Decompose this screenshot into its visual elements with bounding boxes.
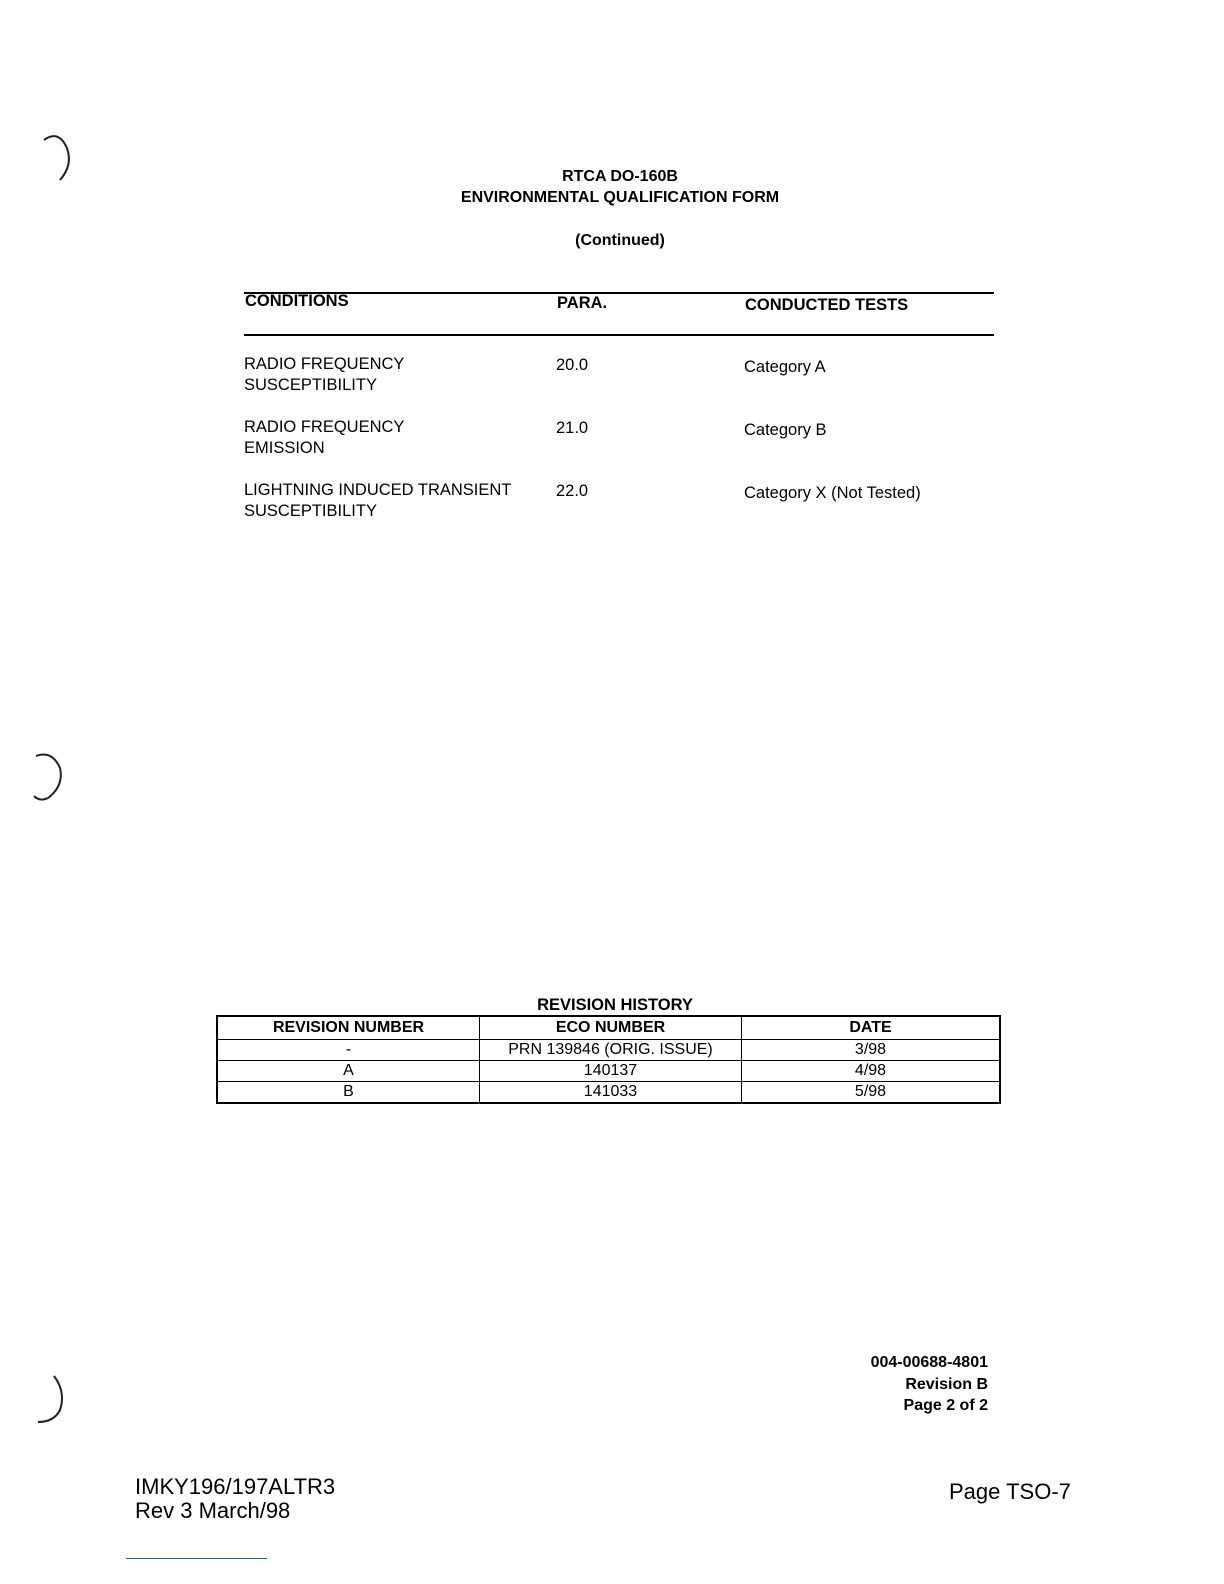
- eco-cell: 141033: [480, 1082, 742, 1104]
- table-row: [217, 1061, 1000, 1082]
- table-row: [217, 1040, 1000, 1061]
- table-top-rule: [244, 292, 994, 294]
- eco-cell: PRN 139846 (ORIG. ISSUE): [480, 1040, 742, 1061]
- table-header-rule: [244, 334, 994, 336]
- footer-rev-date: Rev 3 March/98: [135, 1498, 291, 1523]
- column-header-conducted-tests: CONDUCTED TESTS: [745, 296, 909, 314]
- column-header-eco-number: ECO NUMBER: [480, 1016, 742, 1040]
- condition-cell: RADIO FREQUENCY EMISSION: [244, 418, 405, 457]
- test-cell: Category X (Not Tested): [744, 484, 921, 502]
- revision-cell: B: [217, 1082, 480, 1104]
- column-header-date: DATE: [742, 1016, 1001, 1040]
- revision-cell: -: [217, 1040, 480, 1061]
- form-title: ENVIRONMENTAL QUALIFICATION FORM: [460, 189, 780, 206]
- footer-doc-id: IMKY196/197ALTR3: [135, 1474, 336, 1499]
- test-cell: Category B: [744, 421, 827, 439]
- column-header-para: PARA.: [557, 294, 608, 312]
- standard-title: RTCA DO-160B: [562, 168, 678, 185]
- para-cell: 21.0: [556, 419, 589, 437]
- condition-cell: LIGHTNING INDUCED TRANSIENT SUSCEPTIBILITY: [244, 481, 512, 520]
- para-cell: 20.0: [556, 356, 589, 374]
- table-row: [217, 1082, 1000, 1104]
- test-cell: Category A: [744, 358, 826, 376]
- date-cell: 4/98: [742, 1061, 1001, 1082]
- revision-history-table: [216, 1015, 1001, 1104]
- table-row: [244, 417, 1004, 463]
- condition-cell: RADIO FREQUENCY SUSCEPTIBILITY: [244, 355, 405, 394]
- table-row: [244, 480, 1004, 526]
- column-header-conditions: CONDITIONS: [245, 292, 349, 310]
- footer-page-label: Page TSO-7: [949, 1479, 1071, 1504]
- date-cell: 3/98: [742, 1040, 1001, 1061]
- revision-history-title: REVISION HISTORY: [537, 996, 693, 1014]
- revision-cell: A: [217, 1061, 480, 1082]
- punch-hole-icon: [34, 1372, 68, 1426]
- table-row: [244, 354, 1004, 400]
- table-header-row: [217, 1016, 1000, 1040]
- eco-cell: 140137: [480, 1061, 742, 1082]
- para-cell: 22.0: [556, 482, 589, 500]
- document-page-count: Page 2 of 2: [903, 1397, 988, 1414]
- document-number: 004-00688-4801: [870, 1354, 988, 1371]
- punch-hole-icon: [30, 748, 64, 802]
- footer-divider: [126, 1558, 267, 1559]
- continued-label: (Continued): [575, 232, 665, 249]
- date-cell: 5/98: [742, 1082, 1001, 1104]
- document-revision: Revision B: [905, 1376, 988, 1393]
- column-header-revision-number: REVISION NUMBER: [217, 1016, 480, 1040]
